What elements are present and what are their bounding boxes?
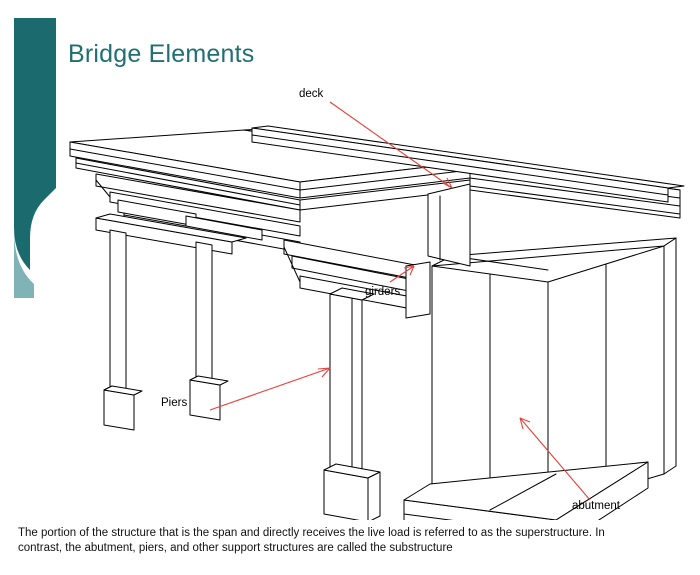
piers-leader-arrow [318, 368, 330, 377]
figure-label-deck: deck [299, 88, 324, 100]
pier-footing-back-left [104, 390, 134, 430]
bridge-diagram [0, 70, 700, 520]
page-title: Bridge Elements [68, 40, 255, 68]
abutment-backwall [428, 184, 470, 266]
caption-line-2: contrast, the abutment, piers, and other support structures are called the substructure [18, 542, 453, 554]
figure-label-piers: Piers [161, 397, 188, 409]
figure-label-abutment: abutment [572, 500, 620, 512]
abutment-seat-right [664, 238, 676, 474]
pier-footing-mid-left [190, 380, 220, 420]
main-pier-footing-side [368, 472, 380, 520]
pier-column-back-left [110, 230, 126, 392]
piers-leader-line [210, 368, 330, 410]
pier-column-mid-left [196, 242, 212, 382]
main-pier-footing [324, 470, 368, 520]
figure-label-girders: girders [365, 286, 401, 298]
bridge-linework [70, 126, 684, 520]
caption-line-1: The portion of the structure that is the span and directly receives the live load is referred to as the superstructure. In [18, 527, 605, 539]
center-bearing-block [406, 262, 430, 318]
main-pier-column [330, 294, 362, 474]
caption [18, 526, 682, 556]
